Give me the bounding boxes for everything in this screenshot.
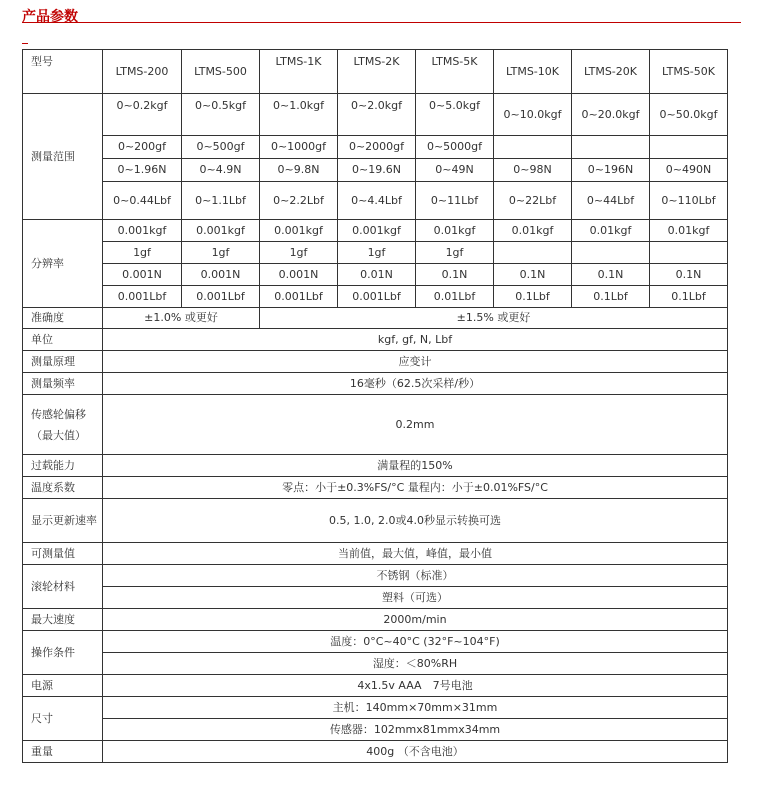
- range-cell: 0~5000gf: [416, 136, 494, 159]
- range-cell: 0~22Lbf: [494, 182, 572, 220]
- label-speed: 最大速度: [23, 609, 103, 631]
- temp-coef-value: 零点：小于±0.3%FS/°C 量程内：小于±0.01%FS/°C: [103, 477, 728, 499]
- principle-value: 应变计: [103, 351, 728, 373]
- speed-value: 2000m/min: [103, 609, 728, 631]
- model-cell: LTMS-1K: [260, 50, 338, 94]
- range-cell: 0~490N: [650, 159, 728, 182]
- resolution-cell: 0.001Lbf: [260, 286, 338, 308]
- label-weight: 重量: [23, 741, 103, 763]
- resolution-cell: 0.1N: [650, 264, 728, 286]
- row-size-sensor: [23, 719, 728, 741]
- row-display-rate: [23, 499, 728, 543]
- range-cell: 0~1.0kgf: [260, 94, 338, 136]
- resolution-cell: 0.1Lbf: [572, 286, 650, 308]
- range-cell: 0~1.1Lbf: [182, 182, 260, 220]
- row-principle: [23, 351, 728, 373]
- range-cell: 0~50.0kgf: [650, 94, 728, 136]
- title-underline: [22, 22, 741, 23]
- power-value: 4x1.5v AAA 7号电池: [103, 675, 728, 697]
- resolution-cell: 0.001N: [260, 264, 338, 286]
- resolution-cell: 0.001kgf: [260, 220, 338, 242]
- row-power: [23, 675, 728, 697]
- row-conditions-temp: [23, 631, 728, 653]
- label-unit: 单位: [23, 329, 103, 351]
- row-speed: [23, 609, 728, 631]
- empty-cell: [494, 242, 572, 264]
- range-cell: 0~5.0kgf: [416, 94, 494, 136]
- empty-cell: [572, 136, 650, 159]
- row-range-n: [23, 159, 728, 182]
- label-offset: 传感轮偏移（最大值）: [23, 395, 103, 455]
- resolution-cell: 0.1Lbf: [650, 286, 728, 308]
- overload-value: 满量程的150%: [103, 455, 728, 477]
- section-marker: [22, 43, 28, 44]
- resolution-cell: 1gf: [338, 242, 416, 264]
- row-measurable: [23, 543, 728, 565]
- range-cell: 0~1.96N: [103, 159, 182, 182]
- row-res-kgf: [23, 220, 728, 242]
- label-accuracy: 准确度: [23, 308, 103, 329]
- label-range: 测量范围: [23, 94, 103, 220]
- weight-value: 400g （不含电池）: [103, 741, 728, 763]
- resolution-cell: 0.01kgf: [572, 220, 650, 242]
- accuracy-value: ±1.0% 或更好: [103, 308, 260, 329]
- empty-cell: [650, 136, 728, 159]
- resolution-cell: 1gf: [260, 242, 338, 264]
- resolution-cell: 0.1Lbf: [494, 286, 572, 308]
- resolution-cell: 1gf: [103, 242, 182, 264]
- resolution-cell: 0.01kgf: [650, 220, 728, 242]
- label-model: 型号: [23, 50, 103, 94]
- row-res-n: [23, 264, 728, 286]
- resolution-cell: 0.1N: [416, 264, 494, 286]
- row-range-gf: [23, 136, 728, 159]
- resolution-cell: 0.001N: [103, 264, 182, 286]
- row-frequency: [23, 373, 728, 395]
- range-cell: 0~0.5kgf: [182, 94, 260, 136]
- empty-cell: [494, 136, 572, 159]
- resolution-cell: 0.01kgf: [416, 220, 494, 242]
- resolution-cell: 1gf: [182, 242, 260, 264]
- size-value: 传感器：102mmx81mmx34mm: [103, 719, 728, 741]
- resolution-cell: 0.1N: [494, 264, 572, 286]
- frequency-value: 16毫秒（62.5次采样/秒）: [103, 373, 728, 395]
- label-measurable: 可测量值: [23, 543, 103, 565]
- display-rate-value: 0.5, 1.0, 2.0或4.0秒显示转换可选: [103, 499, 728, 543]
- range-cell: 0~110Lbf: [650, 182, 728, 220]
- row-weight: [23, 741, 728, 763]
- model-cell: LTMS-500: [182, 50, 260, 94]
- row-range-lbf: [23, 182, 728, 220]
- size-value: 主机：140mm×70mm×31mm: [103, 697, 728, 719]
- label-overload: 过载能力: [23, 455, 103, 477]
- row-overload: [23, 455, 728, 477]
- resolution-cell: 0.1N: [572, 264, 650, 286]
- range-cell: 0~2.2Lbf: [260, 182, 338, 220]
- range-cell: 0~44Lbf: [572, 182, 650, 220]
- resolution-cell: 0.01N: [338, 264, 416, 286]
- row-temp-coef: [23, 477, 728, 499]
- model-cell: LTMS-5K: [416, 50, 494, 94]
- resolution-cell: 1gf: [416, 242, 494, 264]
- resolution-cell: 0.01Lbf: [416, 286, 494, 308]
- conditions-value: 湿度：＜80%RH: [103, 653, 728, 675]
- row-offset: [23, 395, 728, 455]
- resolution-cell: 0.001kgf: [182, 220, 260, 242]
- range-cell: 0~2000gf: [338, 136, 416, 159]
- range-cell: 0~98N: [494, 159, 572, 182]
- roller-value: 塑料（可选）: [103, 587, 728, 609]
- row-unit: [23, 329, 728, 351]
- range-cell: 0~2.0kgf: [338, 94, 416, 136]
- empty-cell: [572, 242, 650, 264]
- label-temp-coef: 温度系数: [23, 477, 103, 499]
- resolution-cell: 0.001kgf: [103, 220, 182, 242]
- range-cell: 0~200gf: [103, 136, 182, 159]
- row-size-main: [23, 697, 728, 719]
- resolution-cell: 0.001Lbf: [338, 286, 416, 308]
- resolution-cell: 0.01kgf: [494, 220, 572, 242]
- range-cell: 0~20.0kgf: [572, 94, 650, 136]
- label-principle: 测量原理: [23, 351, 103, 373]
- range-cell: 0~0.44Lbf: [103, 182, 182, 220]
- range-cell: 0~0.2kgf: [103, 94, 182, 136]
- label-resolution: 分辨率: [23, 220, 103, 308]
- empty-cell: [650, 242, 728, 264]
- range-cell: 0~10.0kgf: [494, 94, 572, 136]
- row-model: [23, 50, 728, 94]
- resolution-cell: 0.001kgf: [338, 220, 416, 242]
- page-title: 产品参数: [22, 9, 78, 25]
- offset-value: 0.2mm: [103, 395, 728, 455]
- model-cell: LTMS-20K: [572, 50, 650, 94]
- range-cell: 0~49N: [416, 159, 494, 182]
- row-res-lbf: [23, 286, 728, 308]
- range-cell: 0~196N: [572, 159, 650, 182]
- row-conditions-humidity: [23, 653, 728, 675]
- label-display-rate: 显示更新速率: [23, 499, 103, 543]
- conditions-value: 温度：0°C~40°C (32°F~104°F): [103, 631, 728, 653]
- row-roller-1: [23, 565, 728, 587]
- range-cell: 0~11Lbf: [416, 182, 494, 220]
- row-range-kgf: [23, 94, 728, 136]
- model-cell: LTMS-50K: [650, 50, 728, 94]
- resolution-cell: 0.001Lbf: [182, 286, 260, 308]
- model-cell: LTMS-10K: [494, 50, 572, 94]
- resolution-cell: 0.001N: [182, 264, 260, 286]
- resolution-cell: 0.001Lbf: [103, 286, 182, 308]
- row-accuracy: [23, 308, 728, 329]
- unit-value: kgf, gf, N, Lbf: [103, 329, 728, 351]
- range-cell: 0~19.6N: [338, 159, 416, 182]
- accuracy-value: ±1.5% 或更好: [260, 308, 728, 329]
- range-cell: 0~4.4Lbf: [338, 182, 416, 220]
- roller-value: 不锈钢（标准）: [103, 565, 728, 587]
- row-roller-2: [23, 587, 728, 609]
- measurable-value: 当前值，最大值，峰值，最小值: [103, 543, 728, 565]
- label-conditions: 操作条件: [23, 631, 103, 675]
- row-res-gf: [23, 242, 728, 264]
- label-size: 尺寸: [23, 697, 103, 741]
- model-cell: LTMS-200: [103, 50, 182, 94]
- range-cell: 0~4.9N: [182, 159, 260, 182]
- spec-table: [22, 49, 728, 763]
- label-power: 电源: [23, 675, 103, 697]
- range-cell: 0~500gf: [182, 136, 260, 159]
- label-frequency: 测量频率: [23, 373, 103, 395]
- range-cell: 0~9.8N: [260, 159, 338, 182]
- range-cell: 0~1000gf: [260, 136, 338, 159]
- label-roller: 滚轮材料: [23, 565, 103, 609]
- model-cell: LTMS-2K: [338, 50, 416, 94]
